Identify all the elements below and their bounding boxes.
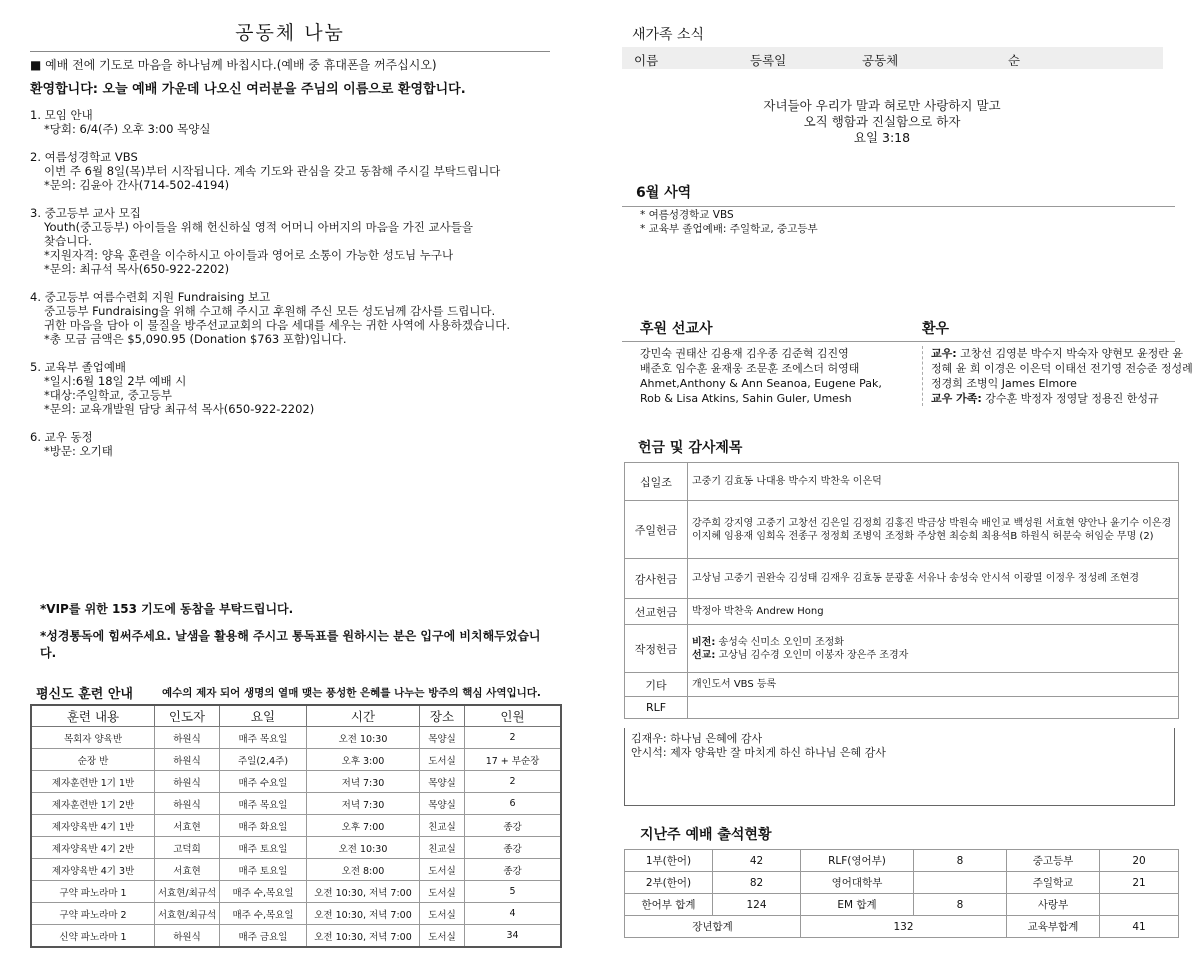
table-cell: 목회자 양육반 [31, 727, 155, 749]
divider [622, 206, 1175, 207]
table-cell: 하원식 [155, 925, 220, 948]
table-row [625, 673, 1179, 697]
list-item: * 교육부 졸업예배: 주일학교, 중고등부 [640, 223, 818, 235]
announcement-item [30, 206, 560, 276]
table-cell: 하원식 [155, 793, 220, 815]
table-cell: 오전 10:30, 저녁 7:00 [307, 903, 420, 925]
announcement-body: Youth(중고등부) 아이들을 위해 헌신하실 영적 어머니 아버지의 마음을 가진 교사들을 찾습니다. *지원자격: 양육 훈련을 이수하시고 아이들과 영어로 소통이 가능한 성도님 누구나 *문의: 최규석 목사(650-922-2202) [44, 220, 473, 276]
table-cell: 124 [713, 894, 801, 916]
table-row [625, 559, 1179, 599]
table-cell: 서효현 [155, 859, 220, 881]
column-header: 인원 [465, 705, 562, 727]
table-row [625, 850, 1179, 872]
table-cell: 매주 토요일 [220, 837, 307, 859]
offering-label: 선교헌금 [625, 599, 688, 625]
thanks-notes [624, 728, 1175, 806]
june-ministry-title: 6월 사역 [636, 185, 692, 201]
table-cell: 저녁 7:30 [307, 793, 420, 815]
announcement-head: 1. 모임 안내 [30, 108, 93, 122]
table-cell: 오전 10:30, 저녁 7:00 [307, 881, 420, 903]
table-cell: 목양실 [420, 771, 465, 793]
table-cell: 고덕희 [155, 837, 220, 859]
table-cell: 8 [914, 894, 1007, 916]
edu-total-value: 41 [1100, 916, 1179, 938]
table-cell: 제자양육반 4기 1반 [31, 815, 155, 837]
table-row [625, 463, 1179, 501]
page-title: 공동체 나눔 [30, 18, 550, 52]
table-cell: 20 [1100, 850, 1179, 872]
announcement-head: 3. 중고등부 교사 모집 [30, 206, 141, 220]
patients-title: 환우 [922, 321, 950, 337]
table-cell: 오전 8:00 [307, 859, 420, 881]
table-cell: 매주 수,목요일 [220, 903, 307, 925]
table-cell: 5 [465, 881, 562, 903]
table-cell: 82 [713, 872, 801, 894]
column-header: 시간 [307, 705, 420, 727]
table-cell: 주일학교 [1007, 872, 1100, 894]
table-cell: 순장 반 [31, 749, 155, 771]
missionary-title: 후원 선교사 [640, 321, 713, 337]
attendance-title: 지난주 예배 출석현황 [640, 827, 772, 843]
table-row [31, 771, 561, 793]
announcement-body: *일시:6월 18일 2부 예배 시 *대상:주일학교, 중고등부 *문의: 교육개발원 담당 최규석 목사(650-922-2202) [44, 374, 315, 416]
table-row [31, 749, 561, 771]
table-row [625, 697, 1179, 719]
total-value: 132 [801, 916, 1007, 938]
announcement-head: 5. 교육부 졸업예배 [30, 360, 127, 374]
table-cell: 하원식 [155, 727, 220, 749]
column-header: 이름 [634, 53, 659, 68]
table-row [31, 925, 561, 948]
table-cell: 도서실 [420, 903, 465, 925]
offering-names: 고상님 고중기 권완숙 김성태 김재우 김효동 문광훈 서유나 송성숙 안시석 이광열 이정우 정성례 조현경 [688, 559, 1179, 599]
training-table [30, 704, 562, 948]
bible-reading-note: *성경통독에 힘써주세요. 날샘을 활용해 주시고 통독표를 원하시는 분은 입구에 비치해두었습니다. [40, 629, 541, 660]
table-cell: EM 합계 [801, 894, 914, 916]
table-cell [1100, 894, 1179, 916]
patient-family-list: 강수훈 박정자 정영달 정용진 한성규 [985, 392, 1159, 405]
table-row [625, 625, 1179, 673]
pledge-vision-names: 송성숙 신미소 오인미 조정화 [718, 636, 844, 648]
left-page [30, 0, 555, 967]
table-cell: 오전 10:30, 저녁 7:00 [307, 925, 420, 948]
attendance-table [624, 849, 1179, 938]
announcement-body: 중고등부 Fundraising을 위해 수고해 주시고 후원해 주신 모든 성도님께 감사를 드립니다. 귀한 마음을 담아 이 물질을 방주선교교회의 다음 세대를 세우는 귀한 사역에 사용하겠습니다. *총 모금 금액은 $5,090.95 (Donation $763 포함)입니다. [44, 304, 511, 346]
offering-label: 기타 [625, 673, 688, 697]
thanks-note: 김재우: 하나님 은혜에 감사 [631, 732, 763, 745]
table-cell: 구약 파노라마 1 [31, 881, 155, 903]
table-cell: 종강 [465, 859, 562, 881]
table-cell: 21 [1100, 872, 1179, 894]
table-header-row [31, 705, 561, 727]
table-row [31, 837, 561, 859]
table-cell: 종강 [465, 837, 562, 859]
offering-label: 작정헌금 [625, 625, 688, 673]
column-header: 등록일 [750, 53, 787, 68]
announcement-body: *당회: 6/4(주) 오후 3:00 목양실 [44, 122, 211, 136]
table-cell: 친교실 [420, 815, 465, 837]
table-cell: 2 [465, 771, 562, 793]
announcement-item [30, 430, 560, 458]
table-cell: 영어대학부 [801, 872, 914, 894]
table-cell: 제자양육반 4기 3반 [31, 859, 155, 881]
table-cell: 구약 파노라마 2 [31, 903, 155, 925]
table-row [31, 903, 561, 925]
announcement-list [30, 108, 560, 472]
table-cell: 2부(한어) [625, 872, 713, 894]
table-cell: 서효현/최규석 [155, 903, 220, 925]
table-cell: 오전 10:30 [307, 837, 420, 859]
offering-label: 십일조 [625, 463, 688, 501]
offering-label: 주일헌금 [625, 501, 688, 559]
offering-names: 고중기 김효동 나대용 박수지 박찬욱 이은덕 [688, 463, 1179, 501]
table-cell: 42 [713, 850, 801, 872]
offering-label: 감사헌금 [625, 559, 688, 599]
table-cell: 하원식 [155, 771, 220, 793]
label: 비전: [692, 636, 716, 648]
table-row [625, 894, 1179, 916]
table-cell: 2 [465, 727, 562, 749]
table-cell: 도서실 [420, 881, 465, 903]
table-row [625, 916, 1179, 938]
table-cell: RLF(영어부) [801, 850, 914, 872]
announcement-item [30, 360, 560, 416]
table-cell: 도서실 [420, 859, 465, 881]
table-cell: 매주 토요일 [220, 859, 307, 881]
offering-title: 헌금 및 감사제목 [638, 440, 743, 456]
announcement-body: *방문: 오기태 [44, 444, 113, 458]
table-cell: 34 [465, 925, 562, 948]
table-cell: 서효현/최규석 [155, 881, 220, 903]
table-cell: 목양실 [420, 793, 465, 815]
table-cell: 오후 3:00 [307, 749, 420, 771]
table-cell: 매주 수요일 [220, 771, 307, 793]
pledge-mission-names: 고상님 김수경 오인미 이봉자 장은주 조경자 [718, 649, 909, 661]
table-cell: 서효현 [155, 815, 220, 837]
table-cell: 저녁 7:30 [307, 771, 420, 793]
table-cell: 17 + 부순장 [465, 749, 562, 771]
column-header: 요일 [220, 705, 307, 727]
table-cell: 목양실 [420, 727, 465, 749]
divider [622, 341, 1175, 342]
bible-verse: 자녀들아 우리가 말과 혀로만 사랑하지 말고 오직 행함과 진실함으로 하자 요일 3:18 [763, 98, 1001, 145]
announcement-item [30, 290, 560, 346]
label: 교우: [931, 347, 957, 360]
table-cell: 신약 파노라마 1 [31, 925, 155, 948]
table-cell: 4 [465, 903, 562, 925]
table-cell: 종강 [465, 815, 562, 837]
table-cell: 오전 10:30 [307, 727, 420, 749]
table-cell: 한어부 합계 [625, 894, 713, 916]
table-cell: 사랑부 [1007, 894, 1100, 916]
table-row [31, 815, 561, 837]
label: 선교: [692, 649, 716, 661]
total-label: 장년합계 [625, 916, 801, 938]
announcement-body: 이번 주 6월 8일(목)부터 시작됩니다. 계속 기도와 관심을 갖고 동참해 주시길 부탁드립니다 *문의: 김윤아 간사(714-502-4194) [44, 164, 501, 192]
table-cell [914, 872, 1007, 894]
table-cell: 도서실 [420, 749, 465, 771]
table-cell: 매주 화요일 [220, 815, 307, 837]
table-cell: 매주 금요일 [220, 925, 307, 948]
offering-table [624, 462, 1179, 719]
announcement-head: 2. 여름성경학교 VBS [30, 150, 138, 164]
table-cell: 제자훈련반 1기 2반 [31, 793, 155, 815]
table-cell: 제자훈련반 1기 1반 [31, 771, 155, 793]
table-row [31, 859, 561, 881]
table-row [625, 501, 1179, 559]
table-cell: 매주 수,목요일 [220, 881, 307, 903]
offering-names [688, 625, 1179, 673]
table-row [625, 872, 1179, 894]
announcement-item [30, 108, 560, 136]
offering-names: 박정아 박찬욱 Andrew Hong [688, 599, 1179, 625]
table-cell: 도서실 [420, 925, 465, 948]
training-subheading: 예수의 제자 되어 생명의 열매 맺는 풍성한 은혜를 나누는 방주의 핵심 사역입니다. [162, 687, 541, 699]
column-header: 공동체 [862, 53, 899, 68]
patient-list: 고창선 김영분 박수지 박숙자 양현모 윤정란 윤정혜 윤 희 이경은 이은덕 이태선 전기영 전승준 정성례 정경희 조병익 James Elmore [931, 347, 1193, 390]
edu-total-label: 교육부합계 [1007, 916, 1100, 938]
column-header: 훈련 내용 [31, 705, 155, 727]
missionary-names: 강민숙 권태산 김용재 김우종 김준혁 김진영 배준호 임수훈 윤재웅 조문훈 조에스더 허영태 Ahmet,Anthony & Ann Seanoa, Eugene Pak, Rob & Lisa Atkins, Sahin Guler, Umesh [640, 347, 882, 405]
june-ministry-list [640, 208, 818, 236]
offering-names [688, 697, 1179, 719]
right-page [622, 0, 1193, 967]
column-header: 장소 [420, 705, 465, 727]
offering-names: 강주희 강지영 고중기 고창선 김은일 김정희 김홍진 박금상 박원숙 배인교 백성원 서효현 양안나 윤기수 이은경 이지혜 임용재 임희옥 전종구 정정희 조병익 조정화 주상현 최승희 최용석B 하원식 허문숙 허임순 무명 (2) [688, 501, 1179, 559]
table-cell: 오후 7:00 [307, 815, 420, 837]
thanks-note: 안시석: 제자 양육반 잘 마치게 하신 하나님 은혜 감사 [631, 746, 886, 759]
table-row [625, 599, 1179, 625]
table-row [31, 793, 561, 815]
table-cell: 1부(한어) [625, 850, 713, 872]
new-family-header [622, 47, 1163, 69]
column-header: 순 [1008, 53, 1021, 68]
worship-notice: ■ 예배 전에 기도로 마음을 하나님께 바칩시다.(예배 중 휴대폰을 꺼주십시오) [30, 58, 437, 72]
announcement-head: 4. 중고등부 여름수련회 지원 Fundraising 보고 [30, 290, 271, 304]
welcome-message: 환영합니다: 오늘 예배 가운데 나오신 여러분을 주님의 이름으로 환영합니다. [30, 82, 466, 97]
offering-names: 개인도서 VBS 등록 [688, 673, 1179, 697]
table-cell: 제자양육반 4기 2반 [31, 837, 155, 859]
announcement-item [30, 150, 560, 192]
patients-names [922, 346, 1193, 406]
column-header: 인도자 [155, 705, 220, 727]
table-cell: 하원식 [155, 749, 220, 771]
table-cell: 친교실 [420, 837, 465, 859]
vip-prayer-note: *VIP를 위한 153 기도에 동참을 부탁드립니다. [40, 602, 294, 616]
table-row [31, 727, 561, 749]
table-row [31, 881, 561, 903]
offering-label: RLF [625, 697, 688, 719]
table-cell: 매주 목요일 [220, 793, 307, 815]
training-heading: 평신도 훈련 안내 [36, 687, 133, 702]
new-family-title: 새가족 소식 [632, 27, 705, 43]
table-cell: 6 [465, 793, 562, 815]
table-cell: 매주 목요일 [220, 727, 307, 749]
list-item: * 여름성경학교 VBS [640, 209, 734, 221]
announcement-head: 6. 교우 동정 [30, 430, 93, 444]
label: 교우 가족: [931, 392, 982, 405]
table-cell: 8 [914, 850, 1007, 872]
table-cell: 중고등부 [1007, 850, 1100, 872]
table-cell: 주일(2,4주) [220, 749, 307, 771]
